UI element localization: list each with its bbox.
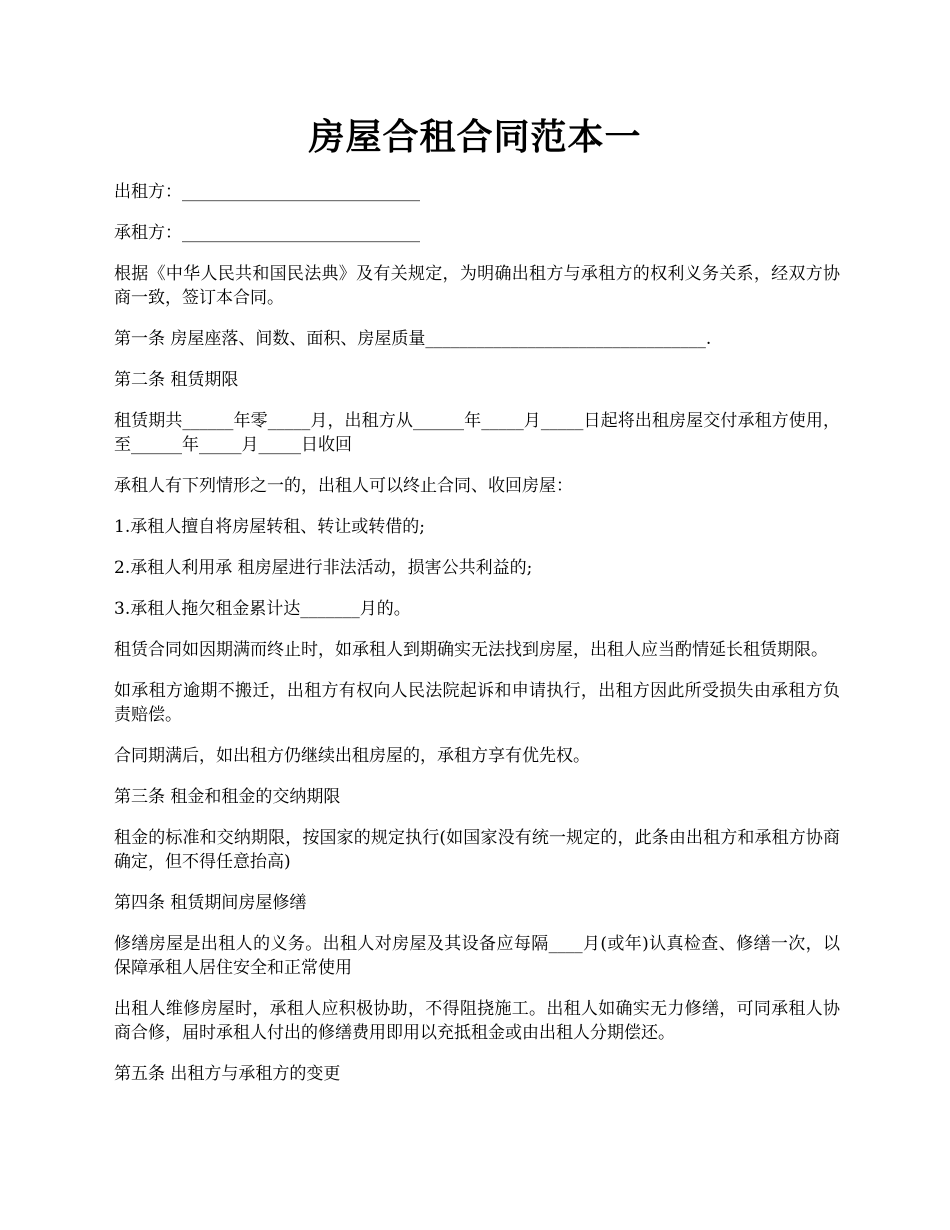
termination-item-1: 1.承租人擅自将房屋转租、转让或转借的; <box>114 517 425 537</box>
article-4-heading: 第四条 租赁期间房屋修缮 <box>114 893 307 913</box>
article-1-heading: 第一条 房屋座落、间数、面积、房屋质量_________________________________. <box>114 329 712 349</box>
extension-paragraph: 租赁合同如因期满而终止时，如承租人到期确实无法找到房屋，出租人应当酌情延长租赁期限。 <box>114 640 828 660</box>
termination-intro-paragraph: 承租人有下列情形之一的，出租人可以终止合同、收回房屋： <box>114 476 573 496</box>
lessor-line: 出租方：____________________________ <box>114 182 420 202</box>
article-2-heading: 第二条 租赁期限 <box>114 370 239 390</box>
termination-item-2: 2.承租人利用承 租房屋进行非法活动，损害公共利益的; <box>114 558 533 578</box>
repair-cooperation-paragraph: 出租人维修房屋时，承租人应积极协助，不得阻挠施工。出租人如确实无力修缮，可同承租人协商合修，届时承租人付出的修缮费用即用以充抵租金或由出租人分期偿还。 <box>114 999 840 1043</box>
article-5-heading: 第五条 出租方与承租方的变更 <box>114 1064 341 1084</box>
termination-item-3: 3.承租人拖欠租金累计达_______月的。 <box>114 599 411 619</box>
overstay-paragraph: 如承租方逾期不搬迁，出租方有权向人民法院起诉和申请执行，出租方因此所受损失由承租方负责赔偿。 <box>114 681 840 725</box>
rent-standard-paragraph: 租金的标准和交纳期限，按国家的规定执行(如国家没有统一规定的，此条由出租方和承租方协商确定，但不得任意抬高) <box>114 828 840 872</box>
lessee-line: 承租方：____________________________ <box>114 223 420 243</box>
document-body <box>114 180 840 1103</box>
preamble-paragraph: 根据《中华人民共和国民法典》及有关规定，为明确出租方与承租方的权利义务关系，经双方协商一致，签订本合同。 <box>114 264 840 308</box>
priority-paragraph: 合同期满后，如出租方仍继续出租房屋的，承租方享有优先权。 <box>114 746 590 766</box>
repair-duty-paragraph: 修缮房屋是出租人的义务。出租人对房屋及其设备应每隔____月(或年)认真检查、修缮一次，以保障承租人居住安全和正常使用 <box>114 934 840 978</box>
article-3-heading: 第三条 租金和租金的交纳期限 <box>114 787 341 807</box>
lease-term-paragraph: 租赁期共______年零_____月，出租方从______年_____月_____日起将出租房屋交付承租方使用，至______年_____月_____日收回 <box>114 411 840 455</box>
document-title: 房屋合租合同范本一 <box>308 116 642 158</box>
